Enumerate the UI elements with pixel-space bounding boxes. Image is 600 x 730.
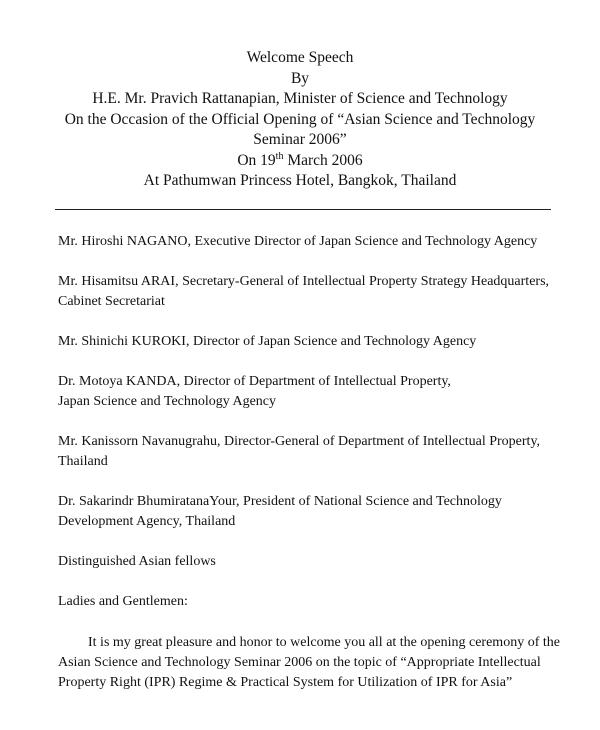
salutation-line: Cabinet Secretariat — [58, 294, 165, 309]
paragraph-line-3: Property Right (IPR) Regime & Practical System for Utilization of IPR for Asia” — [58, 675, 513, 690]
speaker-line: H.E. Mr. Pravich Rattanapian, Minister of Science and Technology — [92, 90, 508, 107]
salutation-line: Mr. Shinichi KUROKI, Director of Japan Science and Technology Agency — [58, 334, 477, 349]
salutation-line: Dr. Motoya KANDA, Director of Department of Intellectual Property, — [58, 374, 451, 389]
salutation-3 — [58, 372, 558, 412]
venue-line: At Pathumwan Princess Hotel, Bangkok, Thailand — [143, 172, 457, 189]
speech-header — [0, 48, 600, 192]
opening-paragraph — [58, 633, 558, 693]
salutation-line: Mr. Hisamitsu ARAI, Secretary-General of Intellectual Property Strategy Headquarters, — [58, 274, 550, 289]
salutation-7 — [58, 592, 558, 612]
date-rest: March 2006 — [283, 151, 363, 169]
date-ordinal: th — [275, 150, 284, 162]
salutation-line: Thailand — [58, 454, 108, 469]
occasion-line-1: On the Occasion of the Official Opening of “Asian Science and Technology — [64, 110, 536, 128]
date-line — [0, 151, 600, 172]
salutation-1 — [58, 272, 558, 312]
paragraph-line-2: Asian Science and Technology Seminar 2006 on the topic of “Appropriate Intellectual — [58, 655, 541, 670]
salutation-line: Distinguished Asian fellows — [58, 554, 216, 569]
salutation-5 — [58, 492, 558, 532]
speech-title: Welcome Speech — [246, 49, 354, 66]
occasion-line-2: Seminar 2006” — [253, 131, 347, 148]
salutation-4 — [58, 432, 558, 472]
salutation-line: Japan Science and Technology Agency — [58, 394, 277, 409]
paragraph-line-1: It is my great pleasure and honor to welcome you all at the opening ceremony of the — [88, 635, 560, 650]
salutation-line: Development Agency, Thailand — [58, 514, 236, 529]
date-prefix: On 19 — [237, 151, 276, 169]
salutation-6 — [58, 552, 558, 572]
salutation-line: Ladies and Gentlemen: — [58, 594, 188, 609]
salutation-2 — [58, 332, 558, 352]
speech-by: By — [290, 69, 310, 87]
salutation-0 — [58, 232, 558, 252]
header-divider — [55, 209, 551, 210]
salutation-line: Dr. Sakarindr BhumiratanaYour, President of National Science and Technology — [58, 494, 502, 509]
salutation-line: Mr. Hiroshi NAGANO, Executive Director of Japan Science and Technology Agency — [58, 234, 538, 249]
salutation-line: Mr. Kanissorn Navanugrahu, Director-General of Department of Intellectual Property, — [58, 434, 541, 449]
